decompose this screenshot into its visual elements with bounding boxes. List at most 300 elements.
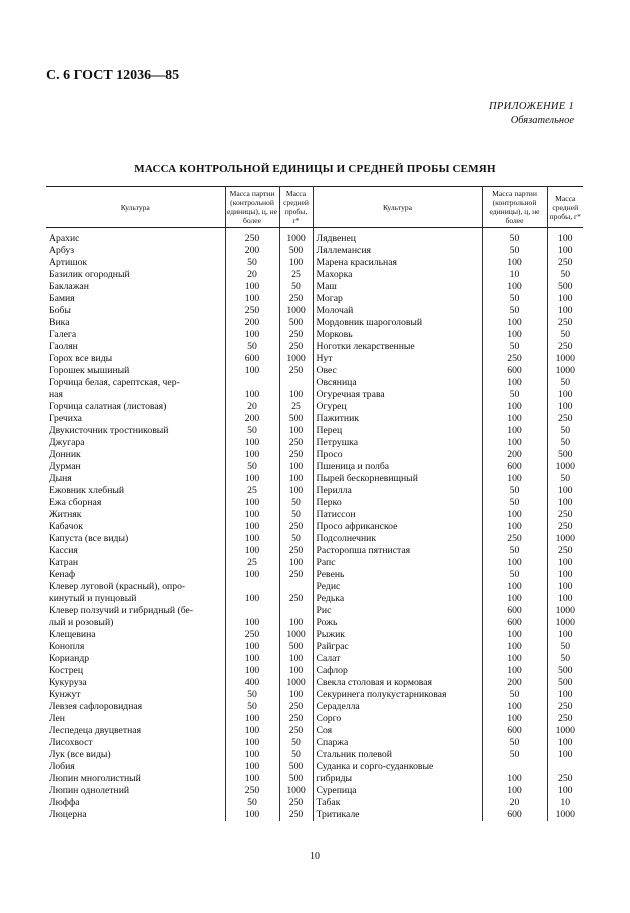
sample-mass-left: 250 [279,593,313,605]
lot-mass-right: 100 [482,509,547,521]
sample-mass-right: 100 [557,389,573,401]
table-row [46,228,583,246]
table-row [46,725,583,737]
lot-mass-right: 100 [482,713,547,725]
lot-mass-right: 100 [482,317,547,329]
sample-mass-left [279,605,313,617]
lot-mass-right: 100 [482,593,547,605]
lot-mass-left: 100 [225,497,279,509]
lot-mass-left: 100 [225,713,279,725]
sample-mass-right: 100 [557,557,573,569]
sample-mass-left: 250 [279,293,313,305]
lot-mass-right: 100 [482,653,547,665]
crop-right: Пажитник [313,413,482,425]
table-row [46,473,583,485]
sample-mass-right: 250 [557,413,573,425]
lot-mass-right: 50 [482,389,547,401]
table-row [46,641,583,653]
sample-mass-left: 1000 [279,785,313,797]
lot-mass-left: 100 [225,569,279,581]
lot-mass-left: 25 [225,557,279,569]
table-row [46,389,583,401]
sample-mass-right: 250 [557,341,573,353]
sample-mass-left: 500 [279,773,313,785]
lot-mass-left: 50 [225,425,279,437]
sample-mass-right: 50 [560,641,571,653]
table-row [46,509,583,521]
lot-mass-right [482,761,547,773]
lot-mass-right: 600 [482,605,547,617]
lot-mass-right: 100 [482,581,547,593]
lot-mass-left: 50 [225,257,279,269]
lot-mass-left [225,377,279,389]
sample-mass-right: 1000 [555,725,575,737]
sample-mass-left: 250 [279,569,313,581]
sample-mass-right: 1000 [555,605,575,617]
sample-mass-left: 1000 [279,228,313,246]
crop-right: Маш [313,281,482,293]
sample-mass-left: 250 [279,809,313,821]
crop-left: Артишок [46,257,225,269]
sample-mass-right: 50 [560,269,571,281]
sample-mass-left: 100 [279,485,313,497]
crop-left: Дурман [46,461,225,473]
lot-mass-left: 50 [225,797,279,809]
table-row [46,533,583,545]
header-crop-2: Культура [313,187,482,228]
table-row [46,665,583,677]
sample-mass-left: 100 [279,257,313,269]
sample-mass-right: 100 [557,581,573,593]
crop-left: Клевер луговой (красный), опро- [46,581,225,593]
crop-right: Секуринега полукустарниковая [313,689,482,701]
table-row [46,629,583,641]
crop-left: Люффа [46,797,225,809]
sample-mass-right: 50 [560,653,571,665]
lot-mass-right: 100 [482,629,547,641]
sample-mass-right: 100 [557,785,573,797]
lot-mass-right: 50 [482,341,547,353]
lot-mass-right: 100 [482,281,547,293]
lot-mass-right: 100 [482,437,547,449]
sample-mass-right: 100 [557,233,573,245]
crop-right: Патиссон [313,509,482,521]
sample-mass-right: 250 [557,521,573,533]
crop-right: Молочай [313,305,482,317]
sample-mass-right [547,761,583,773]
lot-mass-right: 100 [482,401,547,413]
crop-right: гибриды [313,773,482,785]
lot-mass-right: 100 [482,473,547,485]
crop-right: Пырей бескорневищный [313,473,482,485]
crop-right: Ляллемансия [313,245,482,257]
lot-mass-right: 600 [482,809,547,821]
sample-mass-left: 1000 [279,305,313,317]
table-row [46,341,583,353]
crop-left: Горчица белая, сарептская, чер- [46,377,225,389]
sample-mass-right: 10 [560,797,571,809]
sample-mass-right: 250 [557,317,573,329]
crop-left: Клещевина [46,629,225,641]
sample-mass-right: 1000 [555,461,575,473]
crop-right: Редька [313,593,482,605]
table-row [46,305,583,317]
table-row [46,353,583,365]
crop-left: Горох все виды [46,353,225,365]
lot-mass-left: 100 [225,773,279,785]
sample-mass-left: 500 [279,641,313,653]
header-crop: Культура [46,187,225,228]
lot-mass-left: 200 [225,413,279,425]
crop-left: Капуста (все виды) [46,533,225,545]
lot-mass-right: 50 [482,293,547,305]
crop-right: Сераделла [313,701,482,713]
table-row [46,569,583,581]
page-number: 10 [310,851,320,862]
lot-mass-right: 50 [482,485,547,497]
table-row [46,521,583,533]
crop-right: Морковь [313,329,482,341]
lot-mass-right: 100 [482,413,547,425]
crop-right: Овес [313,365,482,377]
lot-mass-left: 20 [225,269,279,281]
crop-left: Ежа сборная [46,497,225,509]
crop-left: Арахис [46,228,225,246]
lot-mass-right: 200 [482,449,547,461]
table-row [46,329,583,341]
sample-mass-right: 250 [557,773,573,785]
lot-mass-right: 100 [482,557,547,569]
crop-left: Люцерна [46,809,225,821]
lot-mass-left: 600 [225,353,279,365]
sample-mass-right: 100 [557,737,573,749]
crop-right: Стальник полевой [313,749,482,761]
sample-mass-right: 1000 [555,617,575,629]
lot-mass-left: 100 [225,533,279,545]
sample-mass-left: 500 [279,413,313,425]
lot-mass-left: 100 [225,593,279,605]
header-sample-mass-2: Масса средней пробы, г* [547,187,583,228]
table-row [46,689,583,701]
lot-mass-right: 100 [482,329,547,341]
crop-left: Лен [46,713,225,725]
lot-mass-left: 250 [225,785,279,797]
sample-mass-right: 100 [557,401,573,413]
lot-mass-right: 100 [482,641,547,653]
lot-mass-right: 50 [482,228,547,246]
crop-left: Кассия [46,545,225,557]
table-row [46,377,583,389]
table-row [46,485,583,497]
lot-mass-left: 100 [225,761,279,773]
crop-left: Кострец [46,665,225,677]
sample-mass-left: 250 [279,437,313,449]
lot-mass-left: 250 [225,228,279,246]
crop-left: Дыня [46,473,225,485]
lot-mass-right: 600 [482,617,547,629]
sample-mass-right: 100 [557,485,573,497]
crop-right: Лядвенец [313,228,482,246]
table-row [46,617,583,629]
lot-mass-left: 100 [225,737,279,749]
sample-mass-left: 100 [279,557,313,569]
crop-left: Двукисточник тростниковый [46,425,225,437]
lot-mass-left: 50 [225,341,279,353]
sample-mass-left: 100 [279,425,313,437]
sample-mass-left: 25 [279,269,313,281]
table-row [46,461,583,473]
crop-right: Овсяница [313,377,482,389]
sample-mass-left: 100 [279,389,313,401]
table-row [46,677,583,689]
lot-mass-left: 100 [225,437,279,449]
table-row [46,785,583,797]
crop-left: Базилик огородный [46,269,225,281]
lot-mass-left: 100 [225,365,279,377]
sample-mass-right: 50 [560,437,571,449]
crop-left: Арбуз [46,245,225,257]
sample-mass-left [279,581,313,593]
table-row [46,401,583,413]
sample-mass-left: 250 [279,701,313,713]
sample-mass-left: 50 [279,509,313,521]
sample-mass-right: 100 [557,569,573,581]
sample-mass-right: 1000 [555,365,575,377]
crop-right: Перилла [313,485,482,497]
crop-right: Просо африканское [313,521,482,533]
table-row [46,557,583,569]
lot-mass-right: 50 [482,749,547,761]
sample-mass-left: 500 [279,761,313,773]
sample-mass-right: 500 [557,449,573,461]
lot-mass-left: 25 [225,485,279,497]
sample-mass-left: 250 [279,797,313,809]
lot-mass-right: 600 [482,725,547,737]
table-row [46,257,583,269]
table-row [46,497,583,509]
lot-mass-left: 100 [225,725,279,737]
table-row [46,701,583,713]
crop-left: Кабачок [46,521,225,533]
lot-mass-left: 100 [225,389,279,401]
sample-mass-right: 1000 [555,809,575,821]
appendix-title: ПРИЛОЖЕНИЕ 1 [489,101,574,112]
crop-right: Тритикале [313,809,482,821]
sample-mass-right: 50 [560,329,571,341]
sample-mass-left: 100 [279,617,313,629]
sample-mass-left: 250 [279,365,313,377]
crop-right: Рожь [313,617,482,629]
sample-mass-left: 250 [279,713,313,725]
crop-right: Сурепица [313,785,482,797]
sample-mass-right: 100 [557,749,573,761]
sample-mass-right: 250 [557,509,573,521]
sample-mass-left: 500 [279,317,313,329]
sample-mass-right: 50 [560,473,571,485]
lot-mass-left [225,581,279,593]
lot-mass-right: 250 [482,533,547,545]
lot-mass-left: 200 [225,245,279,257]
sample-mass-left: 1000 [279,353,313,365]
appendix-label [489,100,574,128]
crop-right: Петрушка [313,437,482,449]
lot-mass-right: 100 [482,425,547,437]
crop-right: Рис [313,605,482,617]
crop-left: Донник [46,449,225,461]
sample-mass-left: 250 [279,725,313,737]
sample-mass-left: 250 [279,449,313,461]
table-row [46,593,583,605]
sample-mass-right: 500 [557,665,573,677]
sample-mass-right: 250 [557,545,573,557]
crop-right: Марена красильная [313,257,482,269]
lot-mass-right: 100 [482,701,547,713]
lot-mass-right: 100 [482,785,547,797]
crop-left: Горошек мышиный [46,365,225,377]
sample-mass-right: 250 [557,713,573,725]
sample-mass-left: 100 [279,461,313,473]
sample-mass-right: 100 [557,293,573,305]
sample-mass-right: 100 [557,245,573,257]
lot-mass-left: 100 [225,641,279,653]
sample-mass-left: 25 [279,401,313,413]
crop-right: Перко [313,497,482,509]
lot-mass-left: 100 [225,293,279,305]
sample-mass-left: 250 [279,341,313,353]
lot-mass-right: 100 [482,665,547,677]
sample-mass-right: 250 [557,257,573,269]
lot-mass-right: 600 [482,365,547,377]
lot-mass-right: 50 [482,305,547,317]
crop-right: Соя [313,725,482,737]
table-row [46,365,583,377]
crop-left: Ежовник хлебный [46,485,225,497]
crop-right: Просо [313,449,482,461]
lot-mass-right: 100 [482,773,547,785]
table-row [46,437,583,449]
sample-mass-right: 1000 [555,353,575,365]
sample-mass-left: 50 [279,497,313,509]
crop-left: Лисохвост [46,737,225,749]
sample-mass-left: 1000 [279,629,313,641]
crop-right: Махорка [313,269,482,281]
appendix-subtitle: Обязательное [510,115,574,126]
table-row [46,653,583,665]
lot-mass-right: 100 [482,521,547,533]
lot-mass-left: 100 [225,617,279,629]
table-title: МАССА КОНТРОЛЬНОЙ ЕДИНИЦЫ И СРЕДНЕЙ ПРОБЫ СЕМЯН [134,163,496,175]
table-row [46,317,583,329]
crop-left: Люпин однолетний [46,785,225,797]
crop-right: Ноготки лекарственные [313,341,482,353]
crop-left: Бобы [46,305,225,317]
seed-mass-table [46,186,583,821]
crop-left: Гречиха [46,413,225,425]
sample-mass-left: 100 [279,689,313,701]
sample-mass-left: 500 [279,245,313,257]
sample-mass-left: 250 [279,329,313,341]
lot-mass-left: 200 [225,317,279,329]
lot-mass-left: 100 [225,749,279,761]
crop-right: Рапс [313,557,482,569]
lot-mass-right: 50 [482,689,547,701]
lot-mass-right: 100 [482,377,547,389]
sample-mass-left: 1000 [279,677,313,689]
lot-mass-left: 100 [225,545,279,557]
table-row [46,749,583,761]
lot-mass-right: 250 [482,353,547,365]
crop-left: Леспедеца двуцветная [46,725,225,737]
sample-mass-right: 50 [560,425,571,437]
lot-mass-left: 400 [225,677,279,689]
document-header: С. 6 ГОСТ 12036—85 [46,68,180,83]
crop-right: Редис [313,581,482,593]
lot-mass-right: 20 [482,797,547,809]
table-row [46,269,583,281]
lot-mass-right: 10 [482,269,547,281]
lot-mass-left: 50 [225,689,279,701]
table-row [46,737,583,749]
crop-right: Райграс [313,641,482,653]
sample-mass-left: 100 [279,653,313,665]
crop-right: Нут [313,353,482,365]
crop-right: Перец [313,425,482,437]
crop-left: Лобия [46,761,225,773]
lot-mass-right: 50 [482,569,547,581]
table-row [46,293,583,305]
lot-mass-right: 50 [482,737,547,749]
crop-left: Джугара [46,437,225,449]
header-lot-mass-2: Масса партии (контрольной единицы), ц, не более [482,187,547,228]
header-sample-mass: Масса средней пробы, г* [279,187,313,228]
lot-mass-left: 100 [225,329,279,341]
crop-left: Левзея сафлоровидная [46,701,225,713]
lot-mass-left: 100 [225,809,279,821]
lot-mass-right: 200 [482,677,547,689]
lot-mass-left: 50 [225,461,279,473]
crop-left: Горчица салатная (листовая) [46,401,225,413]
lot-mass-left: 50 [225,701,279,713]
sample-mass-left: 100 [279,473,313,485]
crop-right: Расторопша пятнистая [313,545,482,557]
sample-mass-right: 100 [557,689,573,701]
sample-mass-right: 50 [560,377,571,389]
crop-right: Ревень [313,569,482,581]
sample-mass-left: 250 [279,521,313,533]
lot-mass-left: 100 [225,473,279,485]
table-row [46,713,583,725]
lot-mass-left: 250 [225,629,279,641]
crop-right: Салат [313,653,482,665]
crop-right: Мордовник шароголовый [313,317,482,329]
lot-mass-left: 250 [225,305,279,317]
crop-left: Лук (все виды) [46,749,225,761]
lot-mass-right: 600 [482,461,547,473]
lot-mass-right: 100 [482,257,547,269]
sample-mass-right: 100 [557,497,573,509]
crop-right: Сорго [313,713,482,725]
crop-left: кинутый и пунцовый [46,593,225,605]
crop-left: Кенаф [46,569,225,581]
sample-mass-right: 100 [557,305,573,317]
crop-right: Пшеница и полба [313,461,482,473]
crop-left: Кунжут [46,689,225,701]
crop-right: Суданка и сорго-суданковые [313,761,482,773]
lot-mass-left: 100 [225,281,279,293]
crop-left: Гаолян [46,341,225,353]
crop-left: ная [46,389,225,401]
lot-mass-left: 100 [225,665,279,677]
